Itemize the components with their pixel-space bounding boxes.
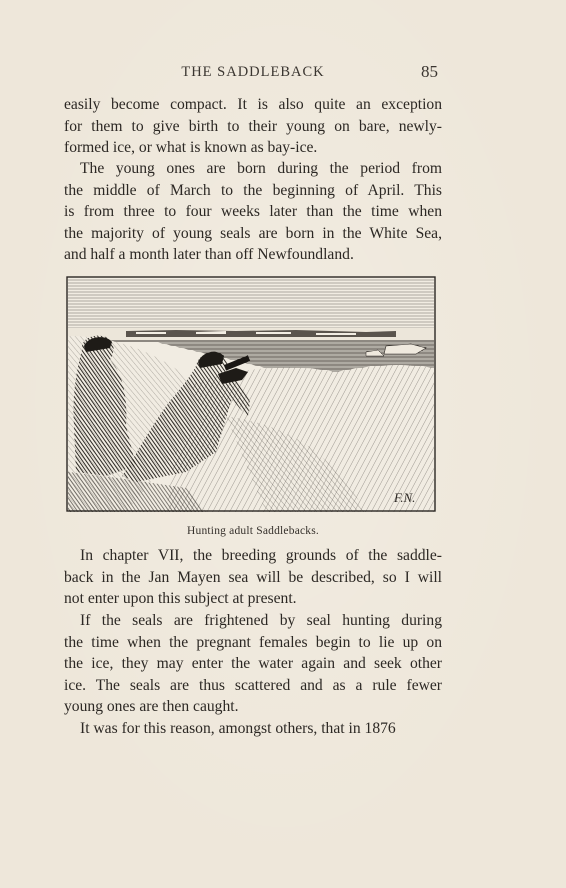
text-line: ice. The seals are thus scattered and as a rule fewer bbox=[64, 676, 442, 694]
page-number: 85 bbox=[421, 62, 438, 81]
text-line: young ones are then caught. bbox=[64, 698, 239, 716]
paragraph-5 bbox=[64, 718, 442, 740]
text-line: the majority of young seals are born in the White Sea, bbox=[64, 224, 442, 242]
text-line: back in the Jan Mayen sea will be described, so I will bbox=[64, 568, 442, 586]
text-line: the ice, they may enter the water again and seek other bbox=[64, 655, 442, 673]
text-line: easily become compact. It is also quite an exception bbox=[64, 96, 442, 113]
artist-monogram: F.N. bbox=[394, 490, 416, 505]
running-head bbox=[64, 62, 442, 86]
text-line: the time when the pregnant females begin to lie up on bbox=[64, 633, 442, 651]
text-line: for them to give birth to their young on bare, newly- bbox=[64, 117, 442, 135]
text-line: In chapter VII, the breeding grounds of the saddle- bbox=[80, 547, 442, 564]
paragraph-4 bbox=[64, 610, 442, 718]
text-line: not enter upon this subject at present. bbox=[64, 590, 297, 608]
text-line: and half a month later than off Newfoundland. bbox=[64, 246, 354, 264]
text-line: formed ice, or what is known as bay-ice. bbox=[64, 139, 318, 157]
paragraph-2 bbox=[64, 158, 442, 266]
text-line: is from three to four weeks later than the time when bbox=[64, 203, 442, 221]
figure-caption: Hunting adult Saddlebacks. bbox=[187, 525, 319, 537]
running-title: THE SADDLEBACK bbox=[181, 64, 325, 80]
text-line: the middle of March to the beginning of April. This bbox=[64, 181, 442, 199]
text-line: It was for this reason, amongst others, that in 1876 bbox=[80, 720, 396, 737]
paragraph-3 bbox=[64, 545, 442, 610]
paragraph-1 bbox=[64, 94, 442, 159]
engraving-illustration bbox=[66, 276, 436, 512]
text-line: The young ones are born during the period from bbox=[80, 160, 442, 177]
text-line: If the seals are frightened by seal hunting during bbox=[80, 612, 442, 629]
